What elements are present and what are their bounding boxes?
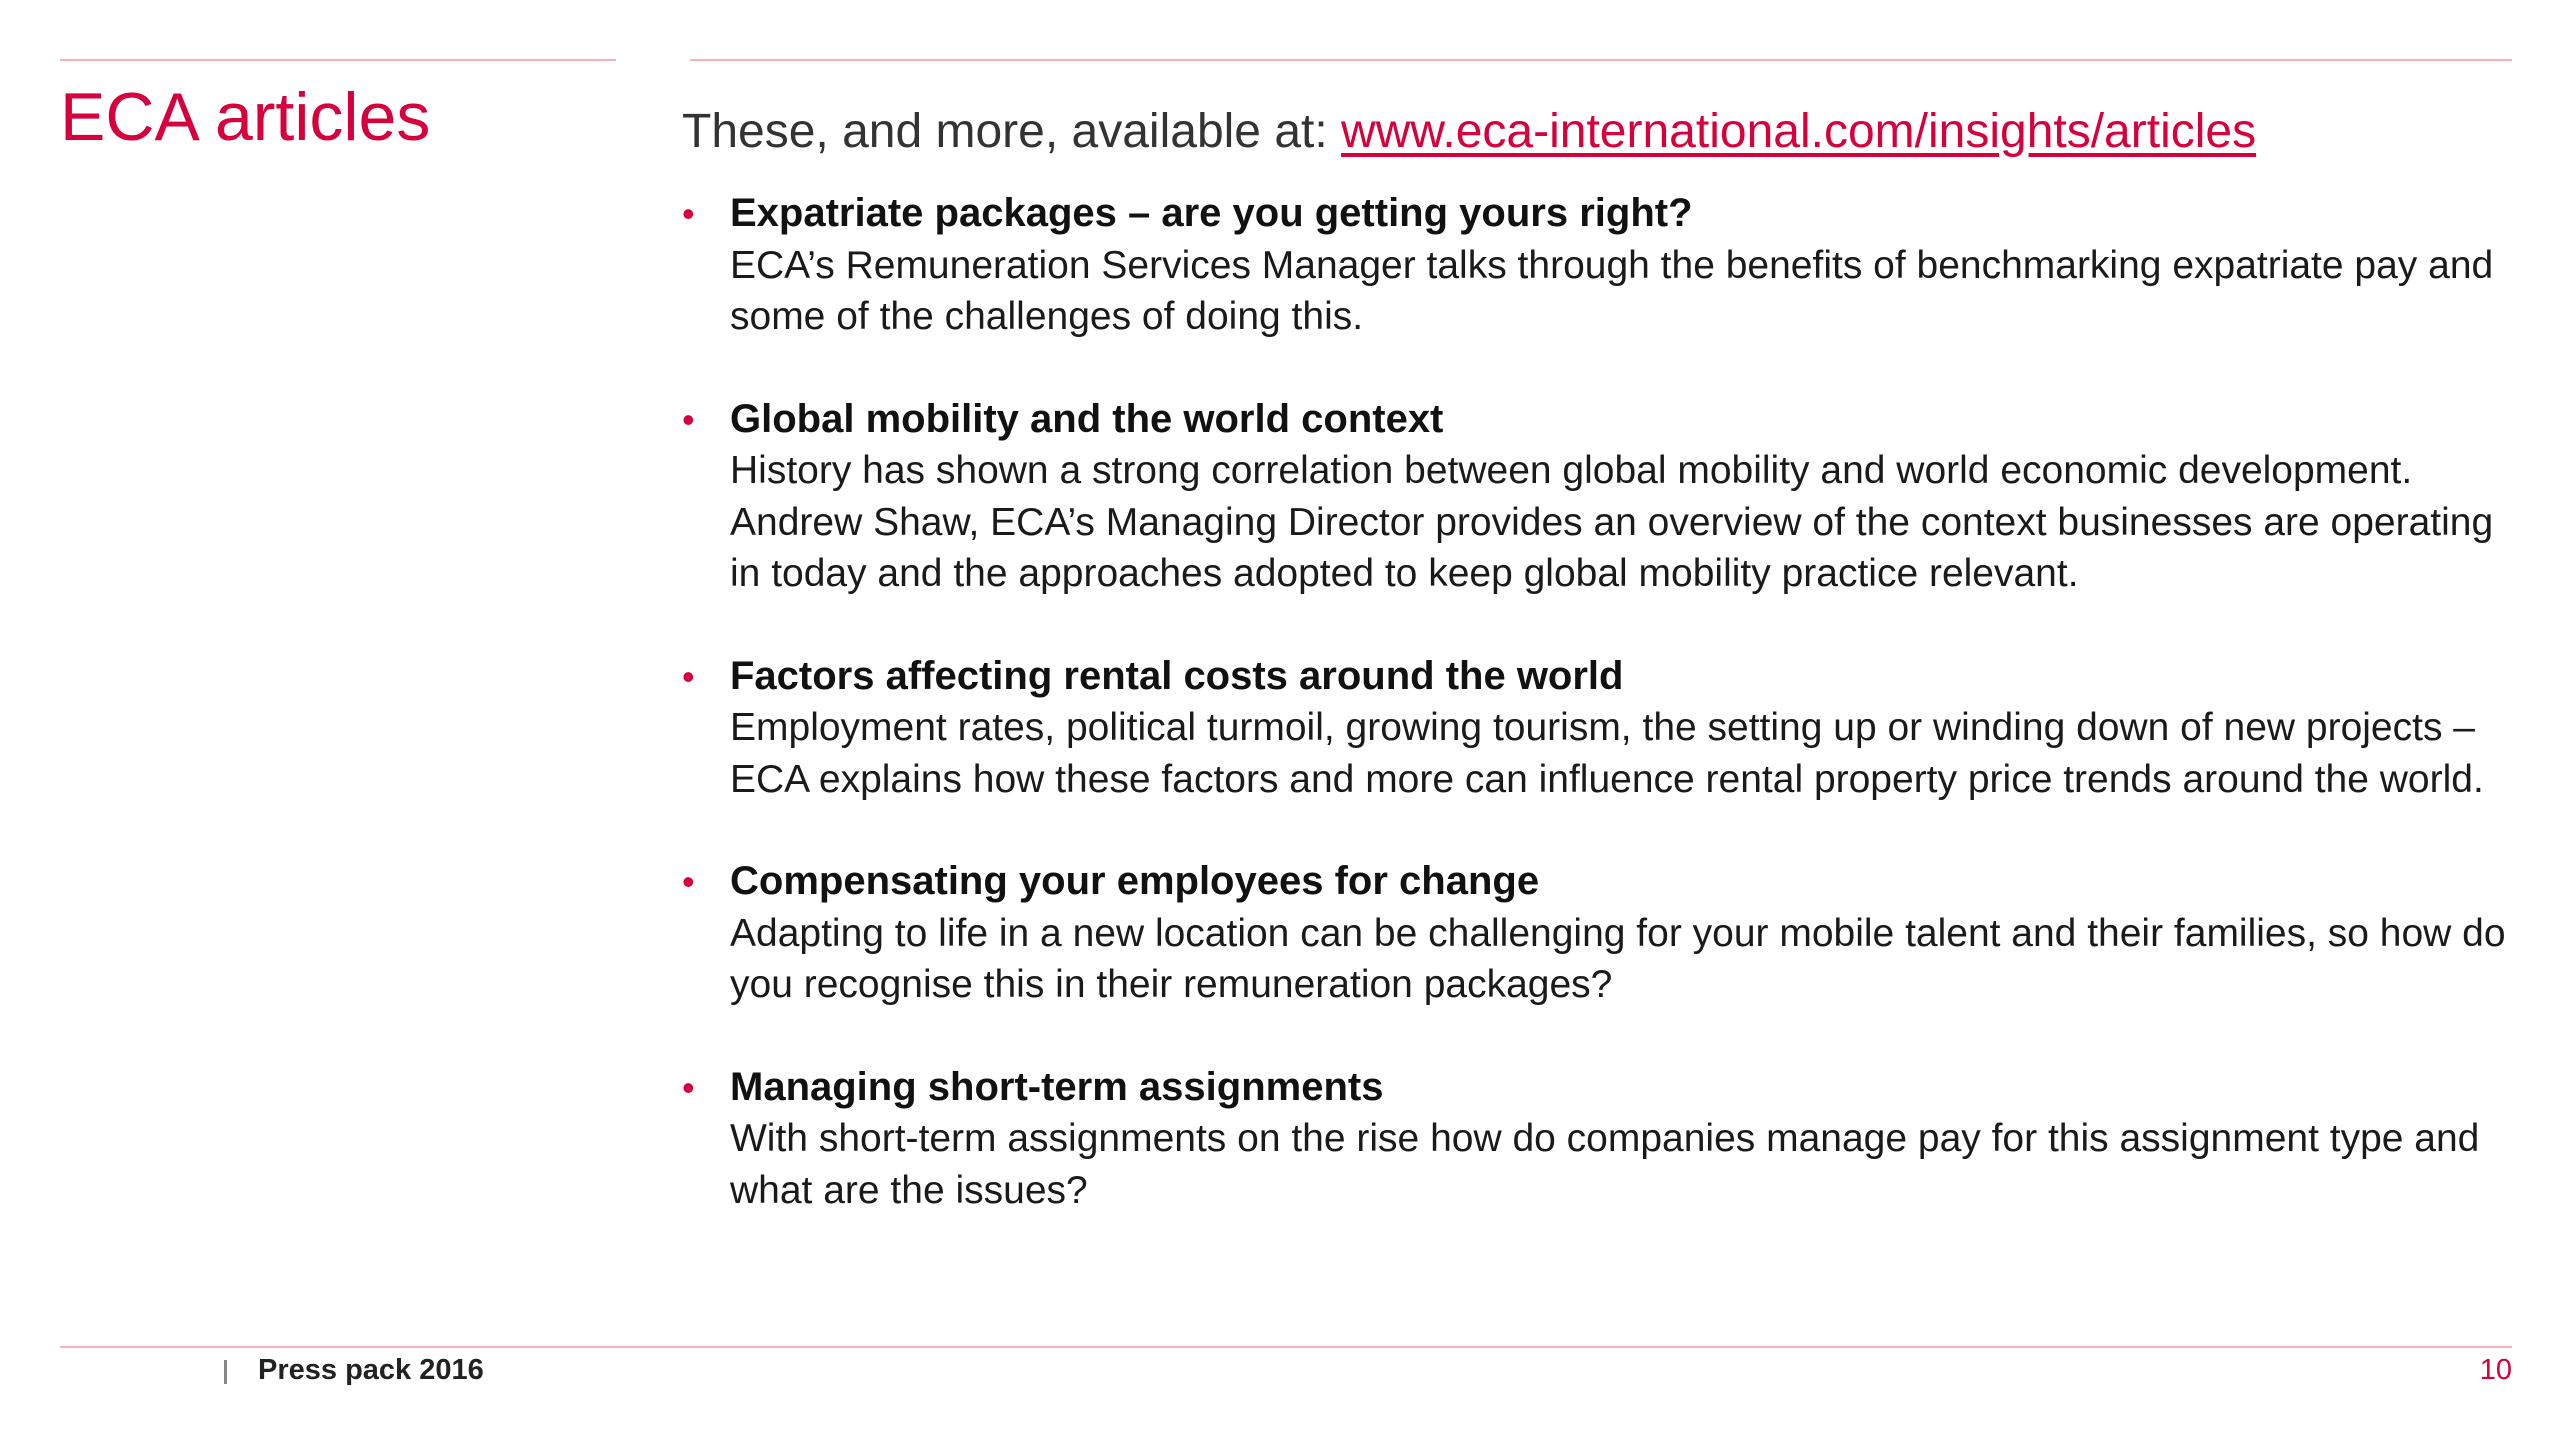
page-number: 10: [2479, 1354, 2512, 1386]
articles-link[interactable]: www.eca-international.com/insights/articles: [1341, 105, 2257, 158]
footer-separator: [224, 1360, 227, 1384]
article-title: Global mobility and the world context: [730, 396, 1444, 441]
article-list: [682, 188, 2512, 1216]
bullet-icon: •: [682, 861, 695, 902]
footer-label: Press pack 2016: [258, 1354, 484, 1386]
article-description: History has shown a strong correlation between global mobility and world economic development. Andrew Shaw, ECA’s Managing Director provides an overview of the context businesses are operating in today and the approaches adopted to keep global mobility practice relevant.: [730, 449, 2494, 595]
bullet-icon: •: [682, 655, 695, 697]
article-item: [682, 856, 2512, 1011]
article-title: Factors affecting rental costs around the world: [730, 653, 1624, 698]
article-title: Expatriate packages – are you getting yours right?: [730, 191, 1693, 235]
article-item: [682, 651, 2512, 806]
top-left-divider: [60, 59, 616, 61]
article-description: With short-term assignments on the rise how do companies manage pay for this assignment type and what are the issues?: [730, 1117, 2480, 1212]
bullet-icon: •: [682, 1066, 695, 1108]
article-title: Managing short-term assignments: [730, 1064, 1384, 1109]
bottom-divider: [60, 1346, 2512, 1348]
article-description: ECA’s Remuneration Services Manager talks through the benefits of benchmarking expatriate pay and some of the challenges of doing this.: [730, 243, 2494, 338]
article-description: Adapting to life in a new location can be challenging for your mobile talent and their families, so how do you recognise this in their remuneration packages?: [730, 911, 2506, 1006]
article-item: [682, 188, 2512, 343]
bullet-icon: •: [682, 193, 695, 234]
article-item: [682, 1062, 2512, 1217]
intro-line: [682, 98, 2512, 166]
main-content: [682, 98, 2512, 1216]
article-title: Compensating your employees for change: [730, 859, 1540, 903]
intro-text: These, and more, available at:: [682, 105, 1328, 158]
bullet-icon: •: [682, 398, 695, 440]
top-right-divider: [690, 59, 2512, 61]
page-title: ECA articles: [60, 79, 431, 155]
article-item: [682, 394, 2512, 600]
article-description: Employment rates, political turmoil, growing tourism, the setting up or winding down of new projects – ECA explains how these factors and more can influence rental property price trends around the world.: [730, 706, 2484, 801]
